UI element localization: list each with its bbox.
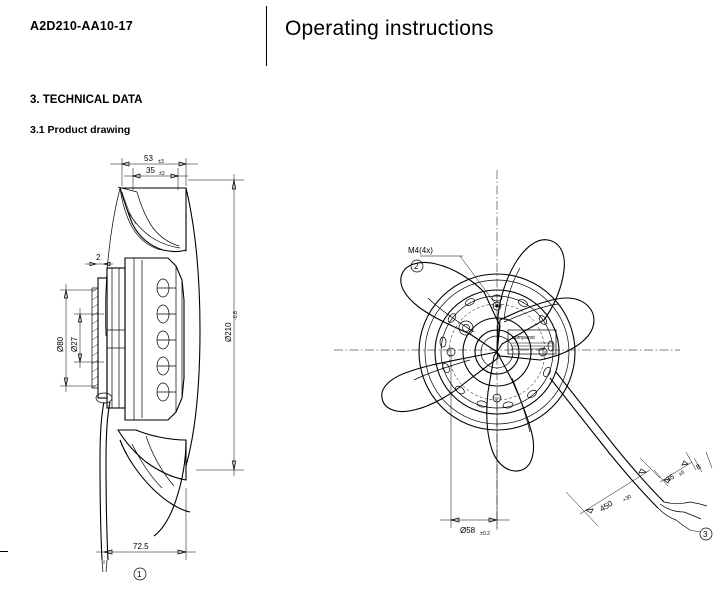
dim-label-d210: Ø210 xyxy=(224,322,233,342)
dim-label-53: 53 xyxy=(144,154,153,163)
callout-label-m4: M4(4x) xyxy=(408,246,433,255)
dimension-35 xyxy=(124,166,188,190)
callout-label-3: 3 xyxy=(703,530,708,539)
document-model-number: A2D210-AA10-17 xyxy=(30,19,133,33)
dim-label-2: 2 xyxy=(96,253,101,262)
page-header xyxy=(0,0,722,72)
callout-1 xyxy=(134,568,146,580)
side-view-group xyxy=(56,154,244,580)
dim-tol-35: ±2 xyxy=(159,171,165,177)
dim-label-d58: Ø58 xyxy=(460,526,476,535)
dim-tol-d210: -0.8 xyxy=(233,311,239,320)
subsection-heading-product-drawing: 3.1 Product drawing xyxy=(30,124,131,136)
dimension-bores-left xyxy=(56,284,104,392)
nameplate-brand: ebmpapst xyxy=(512,335,535,341)
dim-label-d27: Ø27 xyxy=(70,336,79,352)
dimension-d58 xyxy=(440,354,510,537)
dimension-d210 xyxy=(188,174,244,476)
dim-tol-53: ±3 xyxy=(158,159,164,165)
power-leads xyxy=(550,372,707,530)
dim-tol-35-lead: ±5 xyxy=(677,469,686,478)
page-title: Operating instructions xyxy=(285,17,494,40)
section-heading-technical-data: 3. TECHNICAL DATA xyxy=(30,94,143,106)
dim-label-72-5: 72.5 xyxy=(133,542,149,551)
dimension-72-5 xyxy=(96,488,196,564)
callout-label-2: 2 xyxy=(414,262,419,271)
callout-label-1: 1 xyxy=(137,570,142,579)
dim-label-35-lead: 35 xyxy=(664,471,676,484)
motor-housing-section xyxy=(92,258,184,420)
dim-tol-d58: ±0.2 xyxy=(480,531,491,537)
callout-3 xyxy=(690,528,712,540)
dim-label-450: 450 xyxy=(598,498,615,514)
impeller-blade-upper xyxy=(118,187,186,252)
front-view-group xyxy=(334,170,712,540)
dim-tol-450: +30 xyxy=(621,493,633,504)
dim-label-35: 35 xyxy=(146,166,155,175)
dim-label-d80: Ø80 xyxy=(56,336,65,352)
header-divider xyxy=(266,6,267,66)
product-drawing xyxy=(0,140,722,611)
dimension-2 xyxy=(85,253,113,266)
dim-label-8: 8 xyxy=(694,461,703,472)
dimension-lead-lengths xyxy=(566,452,712,526)
callout-m4 xyxy=(408,246,499,308)
